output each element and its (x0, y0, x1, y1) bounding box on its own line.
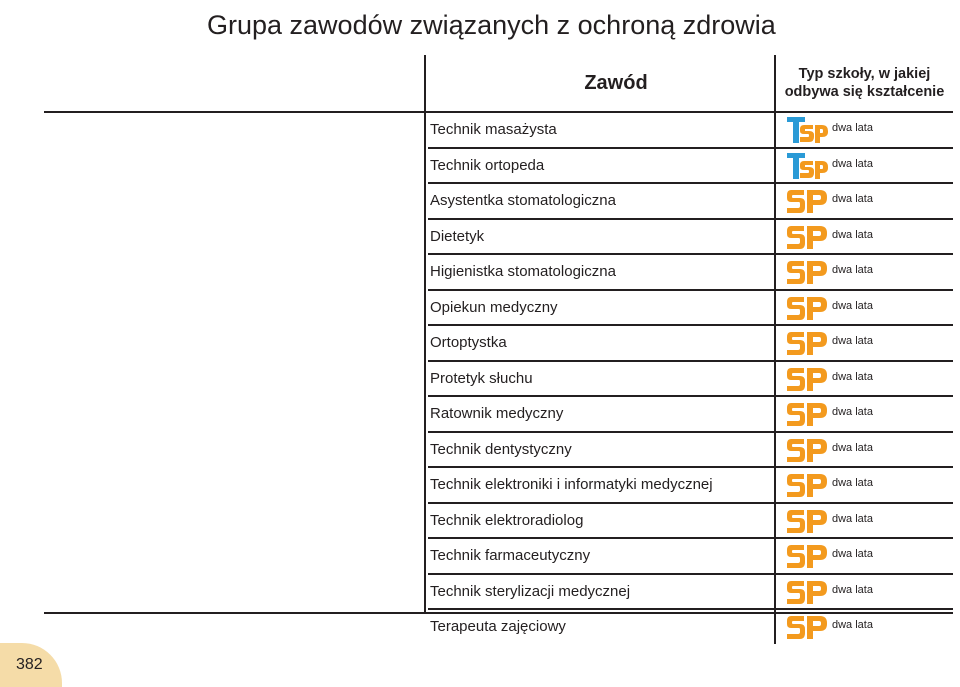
table-bottom-rule (44, 612, 953, 614)
professions-table (44, 55, 953, 635)
school-type-cell (774, 113, 953, 147)
duration-label: dwa lata (832, 122, 873, 134)
sp-logo-icon (785, 542, 829, 570)
profession-name: Technik ortopeda (430, 156, 545, 174)
table-row (428, 113, 953, 149)
table-row (428, 184, 953, 220)
duration-label: dwa lata (832, 335, 873, 347)
tsp-logo-icon (785, 116, 829, 144)
duration-label: dwa lata (832, 228, 873, 241)
school-type-cell (774, 397, 953, 431)
table-blank-column (44, 55, 426, 614)
page-title: Grupa zawodów związanych z ochroną zdrowia (207, 10, 776, 40)
duration-label: dwa lata (832, 193, 873, 205)
sp-logo-icon (785, 258, 829, 286)
school-type-cell (774, 291, 953, 325)
duration-label: dwa lata (832, 548, 873, 560)
table-row (428, 610, 953, 644)
school-type-cell (774, 255, 953, 289)
duration-label: dwa lata (832, 477, 873, 489)
sp-logo-icon (785, 400, 829, 428)
table-row (428, 255, 953, 291)
school-type-cell (774, 220, 953, 254)
duration-label: dwa lata (832, 264, 873, 276)
header-school-type: Typ szkoły, w jakiej odbywa się kształcenie (774, 55, 953, 111)
table-row (428, 468, 953, 504)
table-row (428, 539, 953, 575)
profession-name: Technik elektroradiolog (430, 511, 584, 529)
tsp-logo-icon (785, 152, 829, 180)
table-row (428, 220, 953, 256)
profession-name: Asystentka stomatologiczna (430, 192, 616, 209)
duration-label: dwa lata (832, 619, 873, 631)
profession-name: Terapeuta zajęciowy (430, 618, 566, 635)
profession-name: Technik masażysta (430, 121, 557, 138)
profession-name: Protetyk słuchu (430, 369, 533, 387)
duration-label: dwa lata (832, 441, 873, 454)
duration-label: dwa lata (832, 299, 873, 312)
profession-name: Technik sterylizacji medycznej (430, 582, 631, 600)
school-type-cell (774, 504, 953, 538)
sp-logo-icon (785, 471, 829, 499)
table-header (44, 55, 953, 113)
table-row (428, 504, 953, 540)
page-number: 382 (16, 656, 43, 673)
table-row (428, 326, 953, 362)
school-type-cell (774, 610, 953, 644)
sp-logo-icon (785, 187, 829, 215)
table-row (428, 149, 953, 185)
table-row (428, 291, 953, 327)
duration-label: dwa lata (832, 583, 873, 596)
duration-label: dwa lata (832, 512, 873, 525)
profession-name: Dietetyk (430, 227, 485, 245)
sp-logo-icon (785, 329, 829, 357)
sp-logo-icon (785, 613, 829, 641)
sp-logo-icon (785, 223, 829, 251)
school-type-cell (774, 362, 953, 396)
sp-logo-icon (785, 507, 829, 535)
profession-name: Technik dentystyczny (430, 440, 572, 458)
school-type-cell (774, 433, 953, 467)
duration-label: dwa lata (832, 370, 873, 383)
profession-name: Ratownik medyczny (430, 405, 564, 422)
duration-label: dwa lata (832, 157, 873, 170)
profession-name: Technik farmaceutyczny (430, 547, 591, 564)
school-type-cell (774, 184, 953, 218)
table-row (428, 362, 953, 398)
header-profession: Zawód (584, 71, 648, 94)
profession-name: Ortoptystka (430, 334, 507, 351)
table-row (428, 575, 953, 611)
profession-name: Technik elektroniki i informatyki medycznej (430, 476, 713, 493)
table-row (428, 433, 953, 469)
duration-label: dwa lata (832, 406, 873, 418)
table-row (428, 397, 953, 433)
profession-name: Higienistka stomatologiczna (430, 263, 616, 280)
sp-logo-icon (785, 578, 829, 606)
sp-logo-icon (785, 294, 829, 322)
school-type-cell (774, 149, 953, 183)
profession-name: Opiekun medyczny (430, 298, 558, 316)
sp-logo-icon (785, 365, 829, 393)
school-type-cell (774, 575, 953, 609)
sp-logo-icon (785, 436, 829, 464)
school-type-cell (774, 468, 953, 502)
table-body (428, 113, 953, 644)
school-type-cell (774, 326, 953, 360)
school-type-cell (774, 539, 953, 573)
